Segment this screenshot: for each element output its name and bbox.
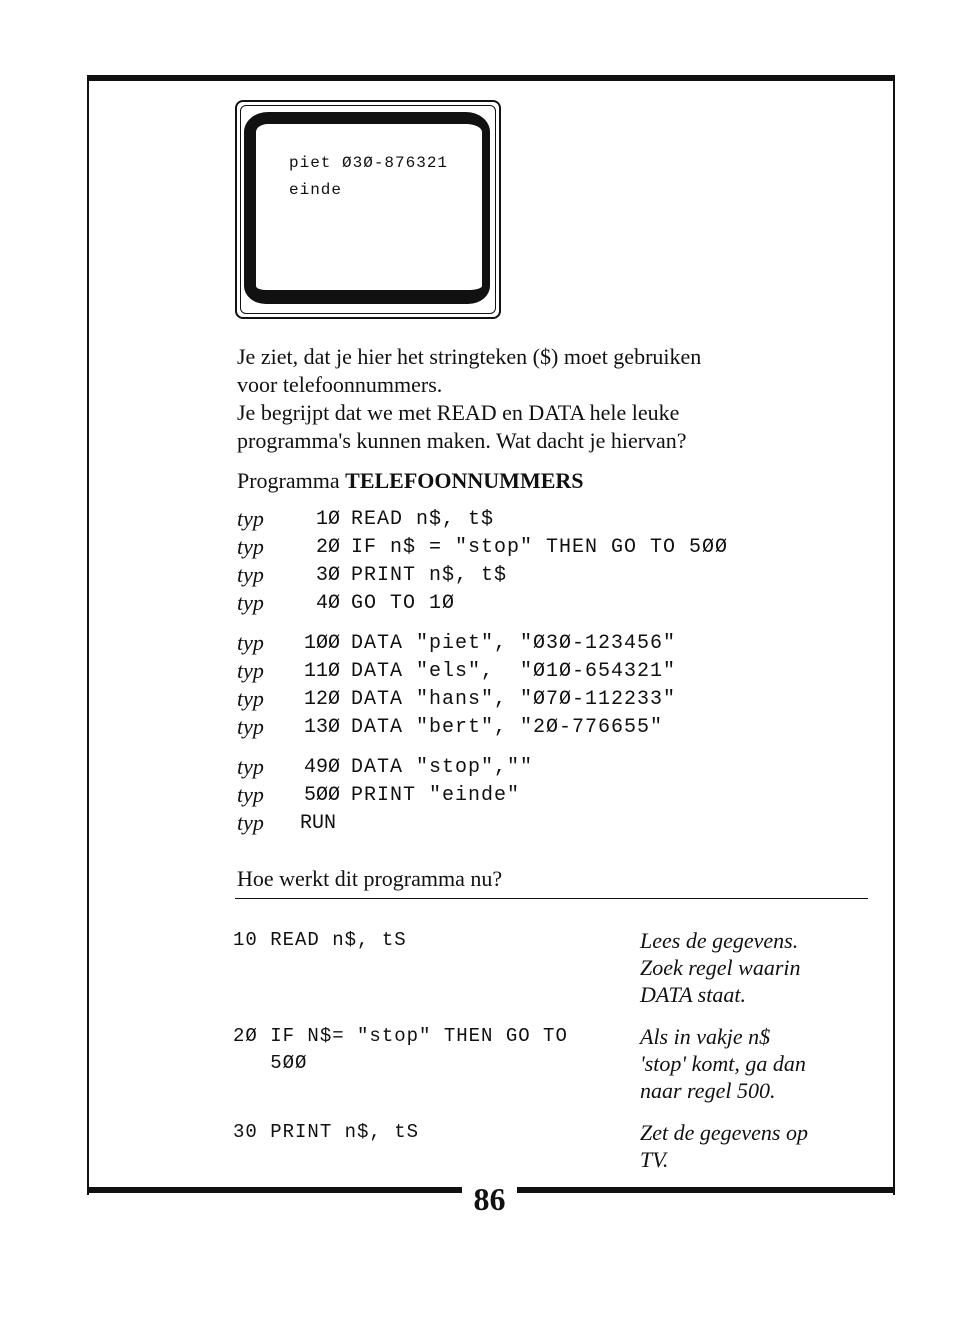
line-number: 11Ø (303, 660, 340, 683)
frame-bottom-rule-left (87, 1187, 462, 1193)
typ-prefix: typ (237, 754, 264, 779)
line-number: 3Ø (315, 564, 340, 587)
line-number: 13Ø (303, 716, 340, 739)
line-statement: DATA "piet", "Ø3Ø-123456" (351, 632, 677, 655)
typ-prefix: typ (237, 562, 264, 587)
intro-line: Je begrijpt dat we met READ en DATA hele leuke (237, 400, 680, 425)
explanation-code: 10 READ n$, tS (233, 929, 407, 951)
frame-left-rule (87, 75, 89, 1195)
intro-line: voor telefoonnummers. (237, 372, 443, 397)
program-label: Programma (237, 468, 340, 493)
line-statement: PRINT "einde" (351, 784, 521, 807)
page-number: 86 (473, 1181, 506, 1217)
line-number: 1ØØ (303, 632, 340, 655)
line-statement: DATA "hans", "Ø7Ø-112233" (351, 688, 677, 711)
typ-prefix: typ (237, 506, 264, 531)
line-statement: DATA "els", "Ø1Ø-654321" (351, 660, 677, 683)
program-name: TELEFOONNUMMERS (345, 468, 584, 493)
explanation-note: Zet de gegevens op (640, 1120, 808, 1145)
line-statement: IF n$ = "stop" THEN GO TO 5ØØ (351, 536, 729, 559)
line-number: 2Ø (315, 536, 340, 559)
tv-output-line: piet Ø3Ø-876321 (289, 154, 449, 172)
intro-line: Je ziet, dat je hier het stringteken ($) moet gebruiken (237, 344, 702, 369)
question-heading: Hoe werkt dit programma nu? (237, 866, 503, 891)
tv-display (244, 112, 490, 304)
explanation-note: Als in vakje n$ (640, 1024, 771, 1049)
typ-prefix: typ (237, 658, 264, 683)
program-title (237, 467, 584, 495)
line-statement: READ n$, t$ (351, 508, 495, 531)
line-number: 49Ø (303, 756, 340, 779)
explanation-note: Lees de gegevens. (640, 928, 799, 953)
frame-top-rule (87, 75, 895, 81)
explanation-note: TV. (640, 1147, 669, 1172)
typ-prefix: typ (237, 810, 264, 835)
intro-line: programma's kunnen maken. Wat dacht je hiervan? (237, 428, 687, 453)
explanation-note: naar regel 500. (640, 1078, 776, 1103)
line-statement: DATA "stop","" (351, 756, 534, 779)
line-number: 5ØØ (303, 784, 340, 807)
typ-prefix: typ (237, 590, 264, 615)
line-number: 4Ø (315, 592, 340, 615)
typ-prefix: typ (237, 782, 264, 807)
section-divider (235, 898, 868, 899)
typ-prefix: typ (237, 534, 264, 559)
explanation-code: 2Ø IF N$= "stop" THEN GO TO (233, 1025, 568, 1047)
explanation-note: Zoek regel waarin (640, 955, 801, 980)
explanation-note: DATA staat. (640, 982, 746, 1007)
frame-right-rule (893, 75, 895, 1195)
explanation-code: 30 PRINT n$, tS (233, 1121, 420, 1143)
typ-prefix: typ (237, 630, 264, 655)
line-number: RUN (300, 812, 337, 835)
typ-prefix: typ (237, 714, 264, 739)
line-statement: DATA "bert", "2Ø-776655" (351, 716, 664, 739)
line-statement: GO TO 1Ø (351, 592, 456, 615)
frame-bottom-rule-right (517, 1187, 895, 1193)
typ-prefix: typ (237, 686, 264, 711)
tv-output-line: einde (289, 181, 343, 199)
line-number: 12Ø (303, 688, 340, 711)
line-number: 1Ø (315, 508, 340, 531)
explanation-note: 'stop' komt, ga dan (640, 1051, 806, 1076)
explanation-code: 5ØØ (233, 1052, 308, 1074)
line-statement: PRINT n$, t$ (351, 564, 508, 587)
